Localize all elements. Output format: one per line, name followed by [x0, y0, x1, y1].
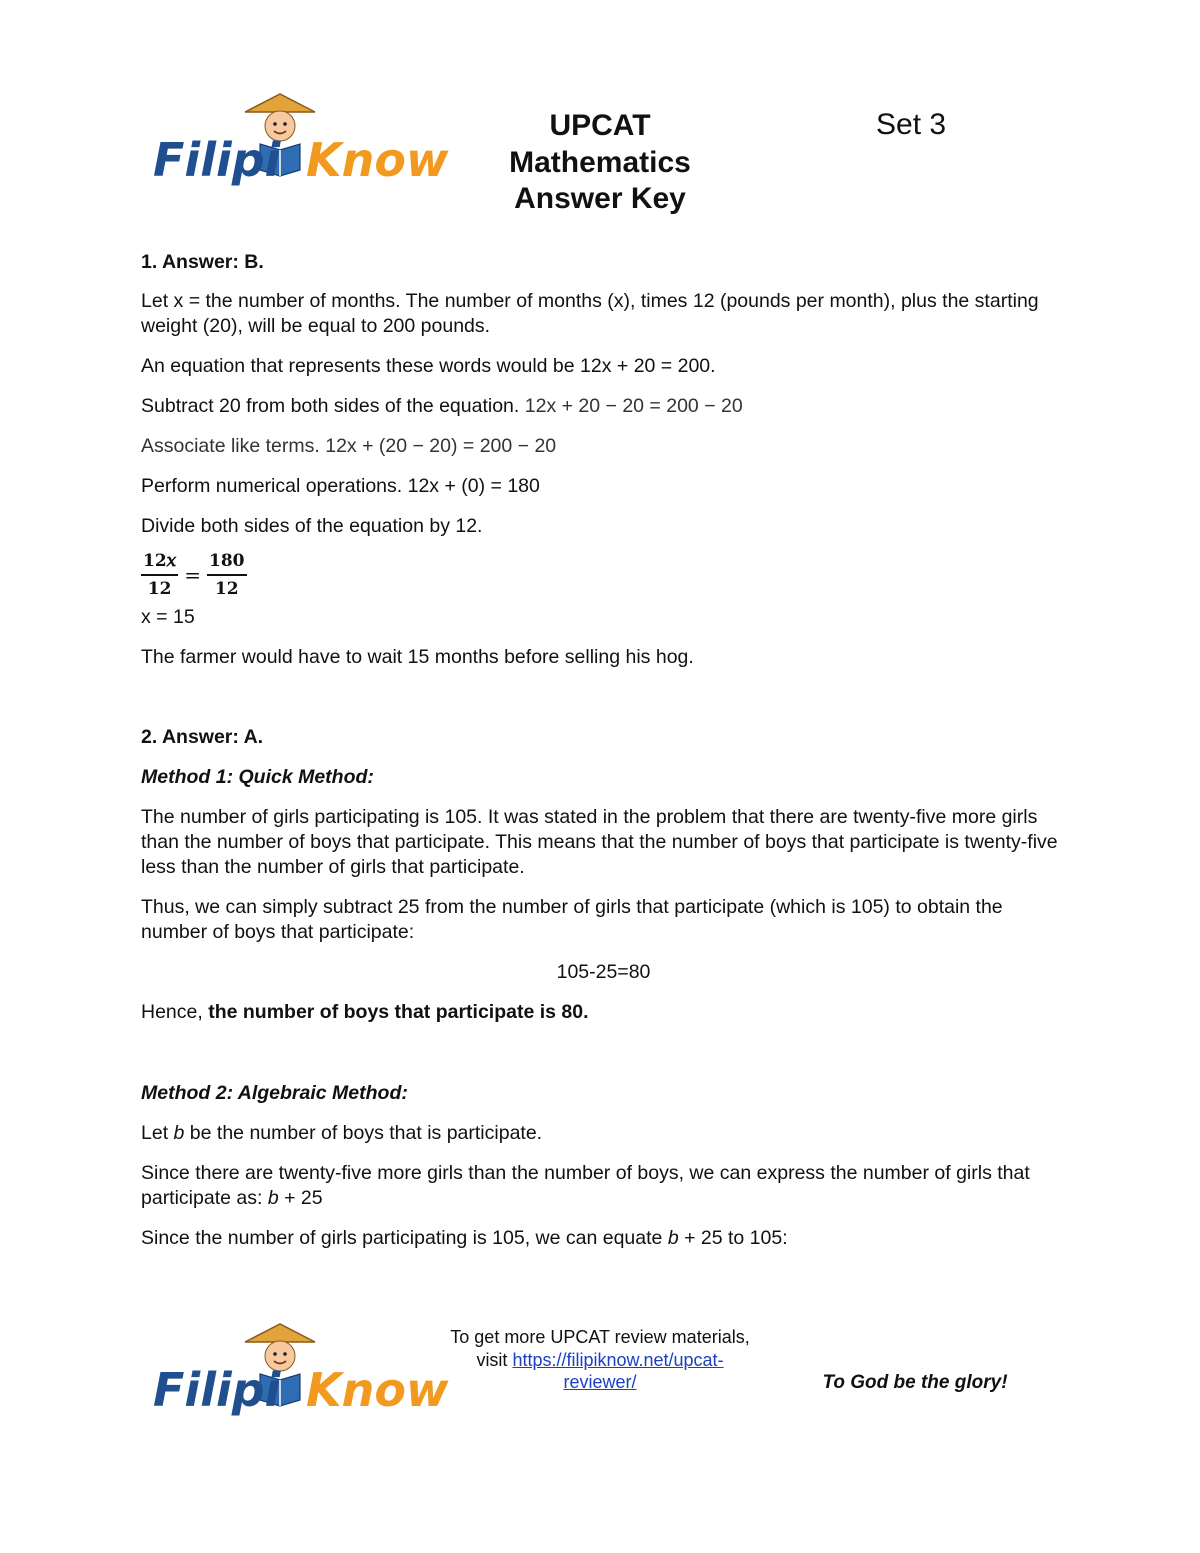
q1-paragraph-6: Divide both sides of the equation by 12. — [141, 515, 483, 537]
q1-paragraph-1: Let x = the number of months. The number of months (x), times 12 (pounds per month), plus the starting weight (20), will be equal to 200 pounds. — [141, 290, 1039, 337]
q2-m1-paragraph-1: The number of girls participating is 105. It was stated in the problem that there are twenty-five more girls than the number of boys that participate. This means that the number of boys that participate is twenty-five less than the number of girls that participate. — [141, 806, 1058, 878]
filipiknow-logo-header — [150, 92, 449, 192]
q1-paragraph-4: Associate like terms. 12x + (20 − 20) = 200 − 20 — [141, 435, 557, 457]
fraction-equals: = — [184, 562, 202, 587]
q2-m2-paragraph-3 — [141, 1226, 1066, 1251]
q2-m2-p2-lead: Since there are twenty-five more girls than the number of boys, we can express the number of girls that participate as: — [141, 1162, 1030, 1209]
fraction-right — [207, 551, 247, 599]
q2-m1-paragraph-2: Thus, we can simply subtract 25 from the number of girls that participate (which is 105) to obtain the number of boys that participate: — [141, 896, 1003, 943]
q2-m2-p3-variable: b — [667, 1227, 679, 1249]
title-line-2: Mathematics — [509, 145, 691, 179]
answer-content — [141, 250, 1066, 1251]
q1-paragraph-2: An equation that represents these words would be 12x + 20 = 200. — [141, 355, 716, 377]
fraction-left-denominator: 12 — [147, 579, 172, 599]
fraction-right-denominator: 12 — [214, 579, 239, 599]
q1-paragraph-8: The farmer would have to wait 15 months before selling his hog. — [141, 646, 694, 668]
footer-promo-text: To get more UPCAT review materials, — [450, 1327, 750, 1347]
q2-m1-conclusion-result: the number of boys that participate is 80. — [208, 1001, 589, 1023]
upcat-reviewer-link[interactable]: https://filipiknow.net/upcat-reviewer/ — [512, 1349, 724, 1392]
footer-logo-filipi-text: Filipi — [153, 1363, 281, 1417]
footer-visit-label: visit — [476, 1349, 513, 1370]
q1-paragraph-7: x = 15 — [141, 606, 195, 628]
logo-filipi-text: Filipi — [153, 133, 281, 187]
title-line-1: UPCAT — [549, 109, 651, 142]
q2-m1-calculation: 105-25=80 — [556, 961, 651, 983]
q1-paragraph-5: Perform numerical operations. 12x + (0) = 180 — [141, 475, 540, 497]
q1-p3-equation: 12x + 20 − 20 = 200 − 20 — [524, 395, 743, 417]
q2-m2-p2-variable: b — [267, 1187, 279, 1209]
title-line-3: Answer Key — [514, 182, 686, 215]
fraction-left — [141, 551, 178, 599]
footer-tagline: To God be the glory! — [822, 1372, 1008, 1393]
logo-know-text: Know — [306, 133, 449, 187]
footer-logo-know-text: Know — [306, 1363, 449, 1417]
q2-heading: 2. Answer: A. — [141, 726, 264, 748]
q2-method-1-title: Method 1: Quick Method: — [141, 766, 374, 788]
q1-fraction-equation — [141, 551, 1066, 599]
q1-paragraph-3 — [141, 394, 1066, 419]
q2-m2-p1-lead: Let — [141, 1122, 174, 1144]
footer-visit-line — [440, 1349, 760, 1394]
q2-m1-conclusion-lead: Hence, — [141, 1001, 209, 1023]
q2-m2-paragraph-1 — [141, 1121, 1066, 1146]
q2-method-2-title: Method 2: Algebraic Method: — [141, 1082, 408, 1104]
q1-p3-text: Subtract 20 from both sides of the equation. — [141, 395, 525, 417]
q2-m2-p3-lead: Since the number of girls participating is 105, we can equate — [141, 1227, 668, 1249]
q1-heading: 1. Answer: B. — [141, 251, 264, 273]
q2-m2-p1-variable: b — [173, 1122, 185, 1144]
q2-m2-p1-rest: be the number of boys that is participate. — [184, 1122, 543, 1144]
fraction-right-numerator: 180 — [207, 551, 247, 576]
footer-promo — [440, 1326, 760, 1394]
filipiknow-logo-footer — [150, 1322, 449, 1422]
document-title — [440, 108, 760, 218]
fraction-left-numerator: 12𝑥 — [141, 551, 178, 576]
q2-m2-p3-rest: + 25 to 105: — [678, 1227, 788, 1249]
q2-m2-p2-rest: + 25 — [278, 1187, 323, 1209]
q2-m2-paragraph-2 — [141, 1161, 1066, 1211]
q2-m1-conclusion — [141, 1000, 1066, 1025]
set-label: Set 3 — [876, 108, 947, 141]
